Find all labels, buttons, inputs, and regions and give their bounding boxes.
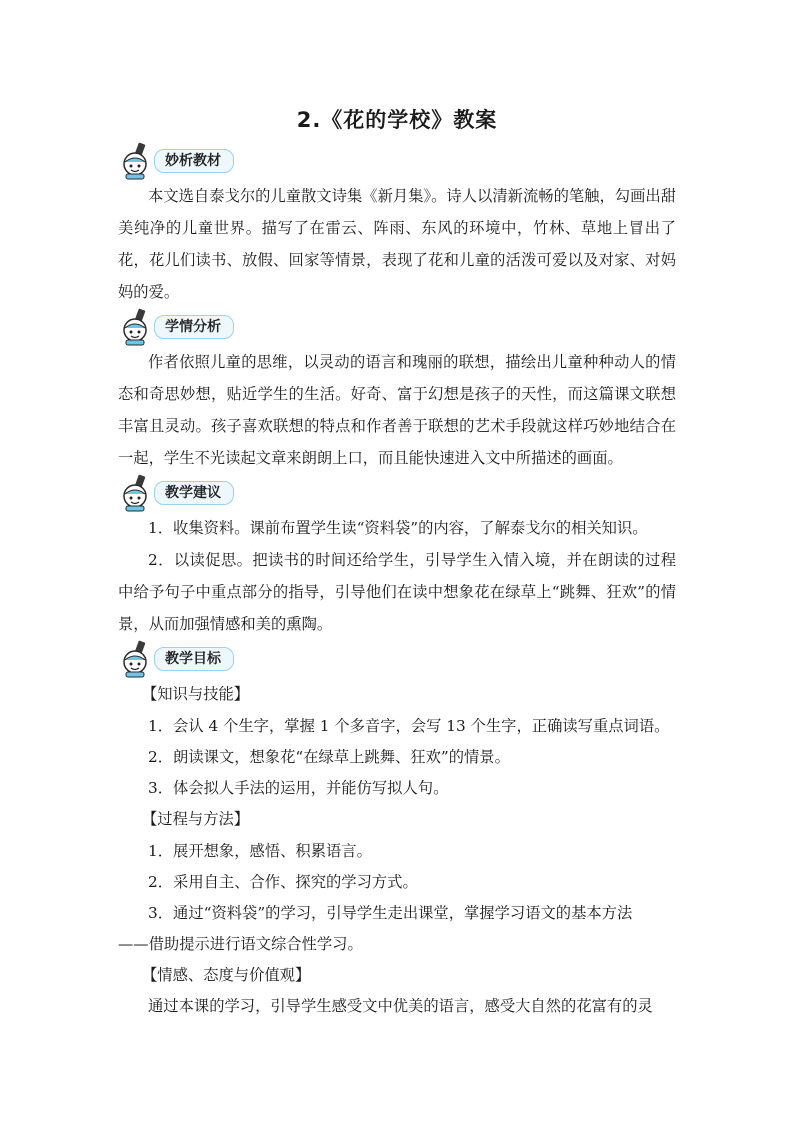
list-item: 2．以读促思。把读书的时间还给学生，引导学生入情入境，并在朗读的过程中给予句子中重点部分的指导，引导他们在读中想象花在绿草上“跳舞、狂欢”的情景，从而加强情感和美的熏陶。 <box>118 551 676 633</box>
list-item: 2．朗读课文，想象花“在绿草上跳舞、狂欢”的情景。 <box>148 748 510 766</box>
list-item: 1．会认 4 个生字，掌握 1 个多音字，会写 13 个生字，正确读写重点词语。 <box>148 717 670 735</box>
subheading-process: 【过程与方法】 <box>142 810 250 828</box>
page-title: 2.《花的学校》教案 <box>296 108 498 132</box>
section-header-analysis <box>118 142 268 180</box>
paragraph: 通过本课的学习，引导学生感受文中优美的语言，感受大自然的花富有的灵 <box>148 997 653 1015</box>
section-label: 妙析教材 <box>154 149 234 173</box>
section-label: 学情分析 <box>154 315 234 339</box>
section-label: 教学建议 <box>154 481 234 505</box>
section-header-teaching-suggestions <box>118 474 268 512</box>
list-item: 1．展开想象，感悟、积累语言。 <box>148 842 372 860</box>
section-header-learning-analysis <box>118 308 268 346</box>
list-item-continuation: ——借助提示进行语文综合性学习。 <box>118 935 363 953</box>
section-label: 教学目标 <box>154 647 234 671</box>
list-item: 3．通过“资料袋”的学习，引导学生走出课堂，掌握学习语文的基本方法 <box>148 904 633 922</box>
subheading-knowledge: 【知识与技能】 <box>142 685 250 703</box>
list-item: 1．收集资料。课前布置学生读“资料袋”的内容，了解泰戈尔的相关知识。 <box>148 519 648 537</box>
list-item: 3．体会拟人手法的运用，并能仿写拟人句。 <box>148 779 449 797</box>
list-item: 2．采用自主、合作、探究的学习方式。 <box>148 873 418 891</box>
paragraph: 本文选自泰戈尔的儿童散文诗集《新月集》。诗人以清新流畅的笔触，勾画出甜美纯净的儿童世界。描写了在雷云、阵雨、东风的环境中，竹林、草地上冒出了花，花儿们读书、放假、回家等情景，表现了花和儿童的活泼可爱以及对家、对妈妈的爱。 <box>118 187 676 301</box>
section-header-teaching-goals <box>118 640 268 678</box>
subheading-emotion: 【情感、态度与价值观】 <box>142 966 311 984</box>
paragraph: 作者依照儿童的思维，以灵动的语言和瑰丽的联想，描绘出儿童种种动人的情态和奇思妙想，贴近学生的生活。好奇、富于幻想是孩子的天性，而这篇课文联想丰富且灵动。孩子喜欢联想的特点和作者善于联想的艺术手段就这样巧妙地结合在一起，学生不光读起文章来朗朗上口，而且能快速进入文中所描述的画面。 <box>118 353 676 467</box>
